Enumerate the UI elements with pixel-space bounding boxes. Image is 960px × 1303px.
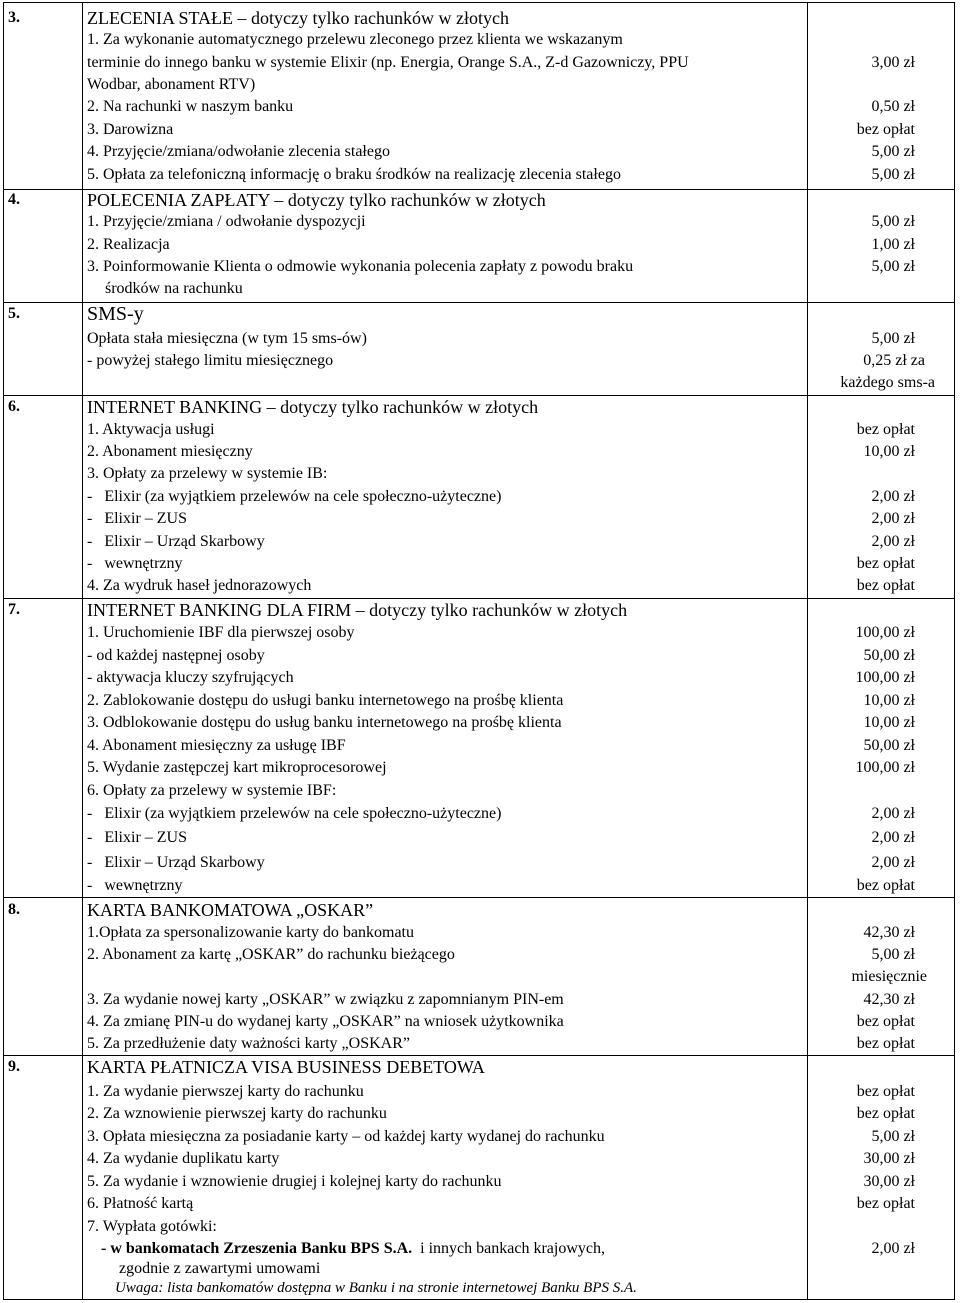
fee-price: 3,00 zł	[871, 54, 915, 71]
fee-item-line: - Elixir – ZUS	[87, 829, 187, 846]
fee-price: miesięcznie	[851, 968, 927, 985]
fee-item-line: 5. Za wydanie i wznowienie drugiej i kolejnej karty do rachunku	[87, 1173, 502, 1190]
fee-price: 0,50 zł	[871, 98, 915, 115]
fee-item-line: 1. Za wydanie pierwszej karty do rachunku	[87, 1083, 364, 1100]
fee-item-line: 1. Za wykonanie automatycznego przelewu zleconego przez klienta we wskazanym	[87, 31, 623, 48]
section-title: POLECENIA ZAPŁATY – dotyczy tylko rachunków w złotych	[87, 190, 546, 210]
fee-item-line: 3. Za wydanie nowej karty „OSKAR” w związku z zapomnianym PIN-em	[87, 991, 564, 1008]
fee-item-line: 5. Opłata za telefoniczną informację o braku środków na realizację zlecenia stałego	[87, 166, 621, 183]
fee-item-line: 6. Płatność kartą	[87, 1195, 194, 1212]
fee-item-line	[101, 1238, 605, 1260]
fee-price: 2,00 zł	[871, 488, 915, 505]
fee-item-line: - Elixir (za wyjątkiem przelewów na cele społeczno-użyteczne)	[87, 488, 502, 505]
fee-item-line: 2. Zablokowanie dostępu do usługi banku internetowego na prośbę klienta	[87, 692, 564, 709]
section-title: KARTA PŁATNICZA VISA BUSINESS DEBETOWA	[87, 1057, 485, 1077]
fee-item-line: 5. Wydanie zastępczej kart mikroprocesorowej	[87, 759, 387, 776]
fee-price: bez opłat	[856, 421, 915, 438]
fee-price: bez opłat	[856, 121, 915, 138]
fee-item-line: - Elixir (za wyjątkiem przelewów na cele społeczno-użyteczne)	[87, 805, 502, 822]
row-divider	[4, 2, 954, 3]
fee-item-line: 4. Za wydruk haseł jednorazowych	[87, 577, 312, 594]
fee-item-line: 1.Opłata za spersonalizowanie karty do bankomatu	[87, 924, 414, 941]
fee-item-line: 2. Abonament miesięczny	[87, 443, 253, 460]
fee-price: 42,30 zł	[863, 924, 915, 941]
fee-item-line: 3. Poinformowanie Klienta o odmowie wykonania polecenia zapłaty z powodu braku	[87, 258, 634, 275]
fee-item-line: 5. Za przedłużenie daty ważności karty „OSKAR”	[87, 1035, 410, 1052]
fee-item-line: 2. Realizacja	[87, 236, 170, 253]
fee-item-line: zgodnie z zawartymi umowami	[119, 1260, 321, 1277]
fee-price: 2,00 zł	[871, 805, 915, 822]
fee-item-line: 1. Uruchomienie IBF dla pierwszej osoby	[87, 624, 355, 641]
row-divider	[4, 302, 954, 303]
footnote: Uwaga: lista bankomatów dostępna w Banku i na stronie internetowej Banku BPS S.A.	[115, 1280, 637, 1296]
fee-item-line: - Elixir – Urząd Skarbowy	[87, 533, 265, 550]
fee-item-line: 1. Przyjęcie/zmiana / odwołanie dyspozycji	[87, 213, 366, 230]
section-number: 9.	[8, 1058, 20, 1075]
section-title: ZLECENIA STAŁE – dotyczy tylko rachunków w złotych	[87, 8, 509, 28]
fee-item-line: 3. Darowizna	[87, 121, 174, 138]
fee-price: 5,00 zł	[871, 330, 915, 347]
fee-price: bez opłat	[856, 577, 915, 594]
fee-item-bold-part: - w bankomatach Zrzeszenia Banku BPS S.A.	[101, 1240, 413, 1257]
fee-price: 2,00 zł	[871, 510, 915, 527]
section-number: 7.	[8, 601, 20, 618]
section-number: 8.	[8, 901, 20, 918]
fee-item-line: - od każdej następnej osoby	[87, 647, 265, 664]
section-title: SMS-y	[87, 303, 144, 325]
fee-item-line: 2. Za wznowienie pierwszej karty do rachunku	[87, 1105, 387, 1122]
fee-price: 5,00 zł	[871, 258, 915, 275]
fee-price: bez opłat	[856, 1195, 915, 1212]
fee-price: każdego sms-a	[840, 374, 935, 391]
fee-price: bez opłat	[856, 877, 915, 894]
fee-item-line: 3. Opłata miesięczna za posiadanie karty – od każdej karty wydanej do rachunku	[87, 1128, 605, 1145]
section-title: KARTA BANKOMATOWA „OSKAR”	[87, 900, 374, 920]
fee-table-page	[3, 2, 955, 1300]
fee-price: 100,00 zł	[855, 669, 915, 686]
fee-item-line: terminie do innego banku w systemie Elixir (np. Energia, Orange S.A., Z-d Gazowniczy, PPU	[87, 54, 689, 71]
fee-item-line: - powyżej stałego limitu miesięcznego	[87, 352, 334, 369]
fee-price: 0,25 zł za	[863, 352, 925, 369]
section-title: INTERNET BANKING DLA FIRM – dotyczy tylko rachunków w złotych	[87, 600, 628, 620]
fee-item-line: Wodbar, abonament RTV)	[87, 76, 256, 93]
fee-item-line: 4. Za zmianę PIN-u do wydanej karty „OSKAR” na wniosek użytkownika	[87, 1013, 564, 1030]
fee-item-line: - aktywacja kluczy szyfrujących	[87, 669, 294, 686]
fee-item-line: 4. Za wydanie duplikatu karty	[87, 1150, 280, 1167]
fee-item-line: Opłata stała miesięczna (w tym 15 sms-ów)	[87, 330, 367, 347]
fee-item-line: - Elixir – ZUS	[87, 510, 187, 527]
fee-price: 10,00 zł	[863, 443, 915, 460]
fee-item-line: 3. Odblokowanie dostępu do usług banku internetowego na prośbę klienta	[87, 714, 562, 731]
section-number: 4.	[8, 191, 20, 208]
fee-item-line: 4. Abonament miesięczny za usługę IBF	[87, 737, 346, 754]
section-number: 3.	[8, 9, 20, 26]
fee-price: 2,00 zł	[871, 854, 915, 871]
fee-price: 5,00 zł	[871, 143, 915, 160]
fee-price: 5,00 zł	[871, 946, 915, 963]
fee-price: 50,00 zł	[863, 737, 915, 754]
fee-price: 10,00 zł	[863, 714, 915, 731]
fee-price: 5,00 zł	[871, 213, 915, 230]
column-divider-price	[807, 2, 808, 1299]
fee-price: 2,00 zł	[871, 829, 915, 846]
fee-price: bez opłat	[856, 1105, 915, 1122]
fee-item-line: 4. Przyjęcie/zmiana/odwołanie zlecenia stałego	[87, 143, 390, 160]
fee-price: 5,00 zł	[871, 166, 915, 183]
fee-price: 30,00 zł	[863, 1150, 915, 1167]
fee-item-rest-part: i innych bankach krajowych,	[412, 1240, 605, 1257]
fee-price: 5,00 zł	[871, 1128, 915, 1145]
fee-item-line: 3. Opłaty za przelewy w systemie IB:	[87, 465, 328, 482]
fee-price: 10,00 zł	[863, 692, 915, 709]
fee-price: 2,00 zł	[871, 1240, 915, 1257]
fee-price: 100,00 zł	[855, 759, 915, 776]
fee-price: bez opłat	[856, 1013, 915, 1030]
fee-price: 1,00 zł	[871, 236, 915, 253]
fee-price: bez opłat	[856, 1083, 915, 1100]
fee-item-line: środków na rachunku	[105, 280, 243, 297]
fee-item-line: 7. Wypłata gotówki:	[87, 1218, 217, 1235]
fee-price: 42,30 zł	[863, 991, 915, 1008]
fee-item-line: - wewnętrzny	[87, 877, 183, 894]
fee-item-line: 2. Abonament za kartę „OSKAR” do rachunku bieżącego	[87, 946, 455, 963]
section-number: 6.	[8, 398, 20, 415]
section-title: INTERNET BANKING – dotyczy tylko rachunków w złotych	[87, 397, 539, 417]
row-divider	[4, 897, 954, 898]
fee-price: 100,00 zł	[855, 624, 915, 641]
fee-item-line: - wewnętrzny	[87, 555, 183, 572]
section-number: 5.	[8, 305, 20, 322]
fee-price: bez opłat	[856, 555, 915, 572]
column-divider-number	[82, 2, 83, 1299]
fee-item-line: - Elixir – Urząd Skarbowy	[87, 854, 265, 871]
fee-price: 2,00 zł	[871, 533, 915, 550]
fee-item-line: 6. Opłaty za przelewy w systemie IBF:	[87, 782, 337, 799]
fee-item-line: 1. Aktywacja usługi	[87, 421, 215, 438]
fee-item-line: 2. Na rachunki w naszym banku	[87, 98, 294, 115]
fee-price: 50,00 zł	[863, 647, 915, 664]
fee-price: bez opłat	[856, 1035, 915, 1052]
fee-price: 30,00 zł	[863, 1173, 915, 1190]
